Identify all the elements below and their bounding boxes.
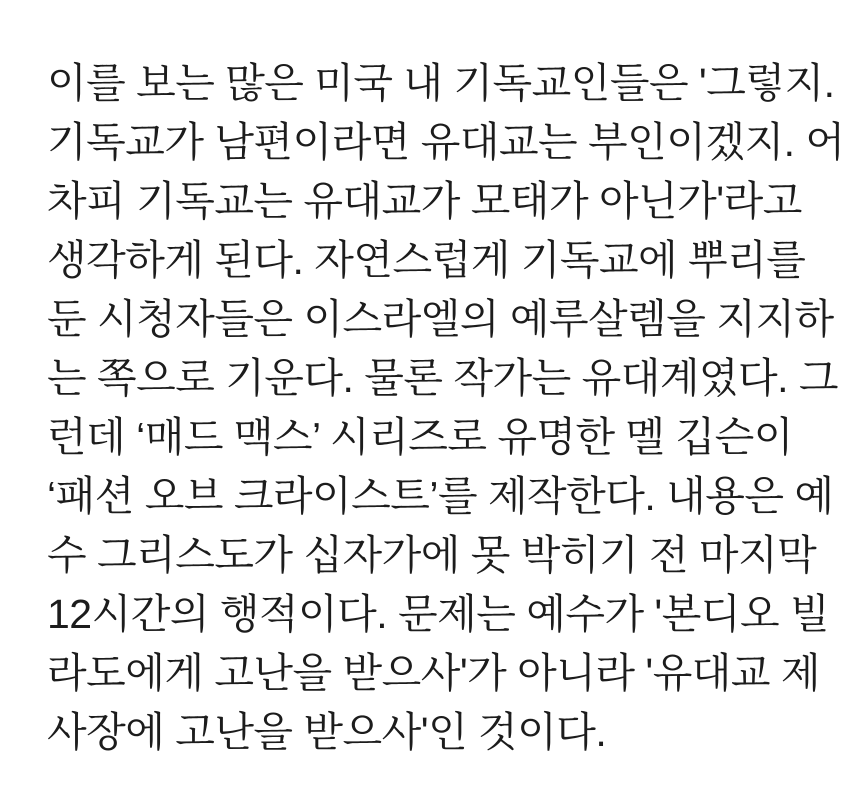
text-line: 수 그리스도가 십자가에 못 박히기 전 마지막 <box>47 532 817 578</box>
text-line: 는 쪽으로 기운다. 물론 작가는 유대계였다. 그 <box>47 355 839 401</box>
text-line: 이를 보는 많은 미국 내 기독교인들은 '그렇지. <box>47 60 835 106</box>
text-line: 런데 ‘매드 맥스’ 시리즈로 유명한 멜 깁슨이 <box>47 414 793 460</box>
text-line: 생각하게 된다. 자연스럽게 기독교에 뿌리를 <box>47 237 806 283</box>
text-line: 사장에 고난을 받으사'인 것이다. <box>47 709 607 755</box>
text-line: 12시간의 행적이다. 문제는 예수가 '본디오 빌 <box>47 591 830 637</box>
text-line: 둔 시청자들은 이스라엘의 예루살렘을 지지하 <box>47 296 834 342</box>
article-text-block <box>47 54 845 762</box>
text-line: ‘패션 오브 크라이스트’를 제작한다. 내용은 예 <box>47 473 834 519</box>
text-line: 라도에게 고난을 받으사'가 아니라 '유대교 제 <box>47 650 821 696</box>
text-line: 기독교가 남편이라면 유대교는 부인이겠지. 어 <box>47 119 845 165</box>
text-line: 차피 기독교는 유대교가 모태가 아닌가'라고 <box>47 178 802 224</box>
